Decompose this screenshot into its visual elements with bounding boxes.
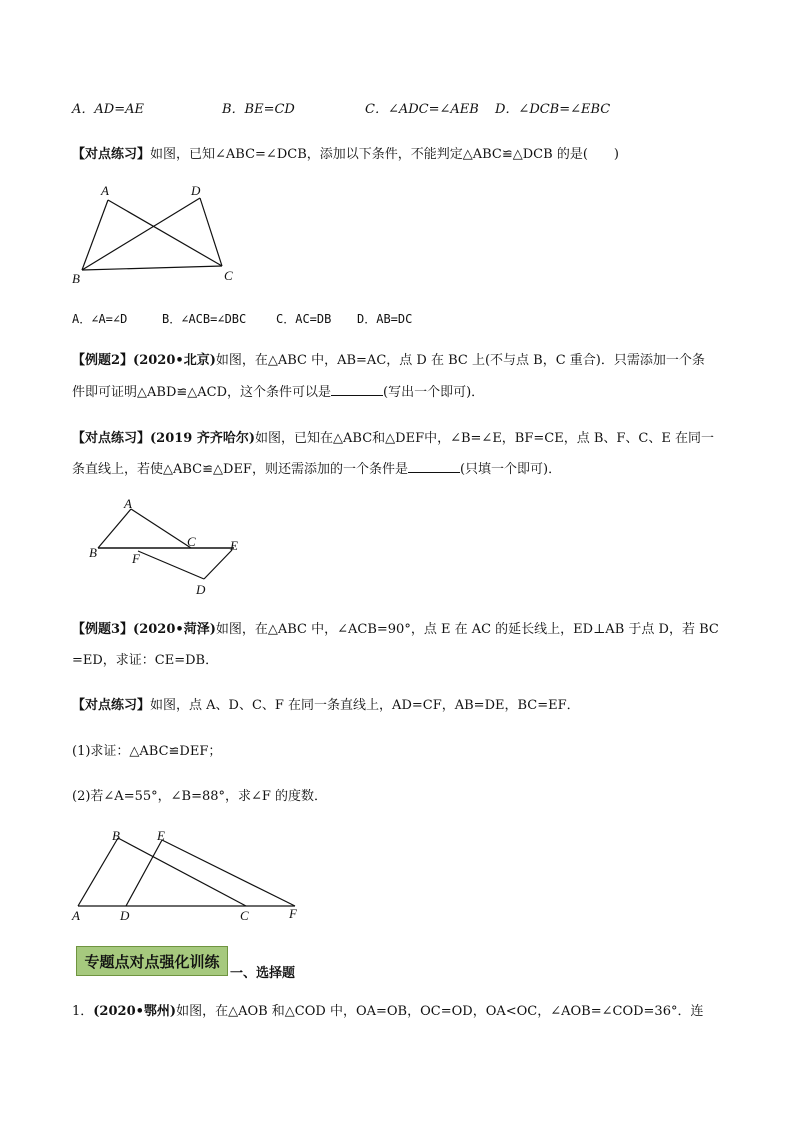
segment-ac <box>131 509 191 548</box>
label-b: B <box>112 828 120 843</box>
example3-line1 <box>72 621 719 639</box>
figure-quadrilateral-abcd <box>70 180 250 290</box>
segment-bd <box>82 198 200 270</box>
practice3-line1 <box>72 697 580 715</box>
example3-source: (2020•菏泽) <box>133 622 216 637</box>
segment-ab <box>82 200 108 270</box>
segment-ab <box>78 838 118 906</box>
label-c: C <box>224 268 233 283</box>
segment-bc <box>82 266 222 270</box>
label-d: D <box>196 582 206 597</box>
practice2-source: (2019 齐齐哈尔) <box>150 431 256 446</box>
label-f: F <box>132 551 140 566</box>
figure-triangles-abc-def-2 <box>70 826 320 926</box>
question1-source: (2020•鄂州) <box>93 1004 177 1019</box>
section-banner: 专题点对点强化训练 <box>76 946 228 976</box>
practice1-option-c: C．AC=DB <box>276 312 332 326</box>
practice3-text: 如图，点 A、D、C、F 在同一条直线上，AD=CF，AB=DE，BC=EF． <box>150 698 580 713</box>
label-b: B <box>89 545 97 560</box>
example2-tag: 【例题2】 <box>72 353 134 368</box>
practice1-option-d: D．AB=DC <box>357 312 413 326</box>
label-a: A <box>72 908 80 923</box>
practice3-tag: 【对点练习】 <box>72 698 151 713</box>
practice3-sub1: (1)求证：△ABC≌DEF； <box>72 744 222 759</box>
label-d: D <box>191 183 201 198</box>
practice1-option-b: B．∠ACB=∠DBC <box>162 312 247 326</box>
example3-line2: =ED，求证：CE=DB． <box>72 653 219 668</box>
practice2-tag: 【对点练习】 <box>72 431 151 446</box>
example3-text: 如图，在△ABC 中，∠ACB=90°，点 E 在 AC 的延长线上，ED⊥AB 于点 D，若 BC <box>215 622 719 637</box>
label-d: D <box>120 908 130 923</box>
example2-source: (2020•北京) <box>133 353 216 368</box>
question1-text: 如图，在△AOB 和△COD 中，OA=OB，OC=OD，OA<OC，∠AOB=∠COD=36°．连 <box>176 1004 704 1019</box>
option-d: D．∠DCB=∠EBC <box>495 102 611 117</box>
segment-de <box>204 550 232 579</box>
example2-line2 <box>72 383 484 402</box>
label-c: C <box>240 908 249 923</box>
label-a: A <box>124 496 132 511</box>
practice1-tag: 【对点练习】 <box>72 147 151 162</box>
example3-tag: 【例题3】 <box>72 622 134 637</box>
label-e: E <box>157 828 165 843</box>
label-a: A <box>101 183 109 198</box>
practice2-line2 <box>72 460 561 479</box>
practice3-sub2: (2)若∠A=55°，∠B=88°，求∠F 的度数． <box>72 789 328 804</box>
label-b: B <box>72 271 80 286</box>
practice2-line2-end: (只填一个即可)． <box>459 462 562 477</box>
label-f: F <box>289 906 297 921</box>
question1-line <box>72 1003 703 1021</box>
example2-answer-blank <box>331 383 383 396</box>
segment-de <box>126 840 162 906</box>
question1-num: 1． <box>72 1004 94 1019</box>
option-a: A．AD=AE <box>72 102 144 117</box>
section-heading: 一、选择题 <box>230 966 296 981</box>
option-b: B．BE=CD <box>222 102 295 117</box>
practice2-line2-text: 条直线上，若使△ABC≌△DEF，则还需添加的一个条件是 <box>72 462 408 477</box>
figure-triangles-abc-def <box>86 496 256 606</box>
practice1-question <box>72 146 619 164</box>
option-c: C．∠ADC=∠AEB <box>365 102 479 117</box>
example2-line1 <box>72 352 705 370</box>
segment-ac <box>108 200 222 266</box>
segment-ba <box>98 509 131 548</box>
example2-line2-text: 件即可证明△ABD≌△ACD，这个条件可以是 <box>72 385 332 400</box>
practice2-text: 如图，已知在△ABC和△DEF中，∠B=∠E，BF=CE，点 B、F、C、E 在同一 <box>255 431 714 446</box>
practice2-line1 <box>72 430 714 448</box>
label-e: E <box>230 538 238 553</box>
segment-fd <box>138 551 204 579</box>
example2-text: 如图，在△ABC 中，AB=AC，点 D 在 BC 上(不与点 B，C 重合)．只需添加一个条 <box>215 353 705 368</box>
label-c: C <box>187 534 196 549</box>
example2-line2-end: (写出一个即可)． <box>383 385 485 400</box>
practice1-text: 如图，已知∠ABC=∠DCB，添加以下条件，不能判定△ABC≌△DCB 的是( ) <box>150 147 619 162</box>
practice1-option-a: A．∠A=∠D <box>72 312 128 326</box>
practice2-answer-blank <box>408 460 460 473</box>
